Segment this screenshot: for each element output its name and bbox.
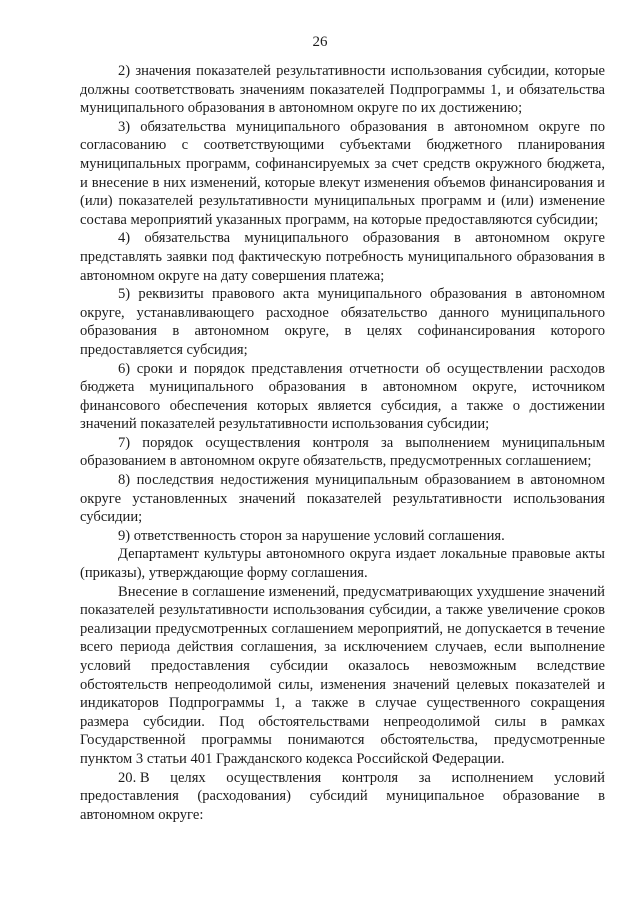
- page-number: 26: [312, 34, 328, 50]
- paragraph-item-3: 3) обязательства муниципального образования в автономном округе по согласованию с соответствующими субъектами бюджетного планирования муниципальных программ, софинансируемых за счет средств окружного бюджета, и внесение в них изменений, которые влекут изменения объемов финансирования и (или) показателей результативности муниципальных программ и (или) изменение состава мероприятий указанных программ, на которые предоставляются субсидии;: [80, 118, 605, 228]
- item-20-continuation: предоставления (расходования) субсидий муниципальное образование в автономном округе:: [80, 788, 605, 823]
- item-20-word: 20. В: [118, 769, 150, 786]
- item-20-first-line: [80, 769, 605, 788]
- paragraph-item-4: 4) обязательства муниципального образования в автономном округе представлять заявки под фактическую потребность муниципального образования в автономном округе на дату совершения платежа;: [80, 230, 605, 284]
- paragraph-item-8: 8) последствия недостижения муниципальным образованием в автономном округе установленных значений показателей результативности использования субсидии;: [80, 472, 605, 526]
- paragraph-department-acts: Департамент культуры автономного округа издает локальные правовые акты (приказы), утверждающие форму соглашения.: [80, 546, 605, 582]
- item-20-word: условий: [554, 769, 605, 786]
- document-body: [80, 62, 605, 824]
- paragraph-item-7: 7) порядок осуществления контроля за выполнением муниципальным образованием в автономном округе обязательств, предусмотренных соглашением;: [80, 434, 605, 470]
- item-20-word: контроля: [341, 769, 399, 786]
- paragraph-item-6: 6) сроки и порядок представления отчетности об осуществлении расходов бюджета муниципального образования в автономном округе, источником финансового обеспечения которых является субсидия, а также о достижении значений показателей результативности использования субсидии;: [80, 360, 605, 433]
- item-20-word: осуществления: [226, 769, 322, 786]
- item-20-word: исполнением: [451, 769, 534, 786]
- paragraph-amendments: Внесение в соглашение изменений, предусматривающих ухудшение значений показателей результативности использования субсидии, а также увеличение сроков реализации предусмотренных соглашением мероприятий, не допускается в течение всего периода действия соглашения, за исключением случаев, если выполнение условий предоставления субсидии оказалось невозможным вследствие обстоятельств непреодолимой силы, изменения значений целевых показателей и индикаторов Подпрограммы 1, а также в случае существенного сокращения размера субсидии. Под обстоятельствами непреодолимой силы в рамках Государственной программы понимаются обстоятельства, предусмотренные пунктом 3 статьи 401 Гражданского кодекса Российской Федерации.: [80, 583, 605, 767]
- paragraph-item-2: 2) значения показателей результативности использования субсидии, которые должны соответствовать значениям показателей Подпрограммы 1, и обязательства муниципального образования в автономном округе по их достижению;: [80, 63, 605, 117]
- paragraph-item-9: 9) ответственность сторон за нарушение условий соглашения.: [118, 527, 505, 544]
- item-20-word: за: [418, 769, 431, 786]
- item-20-word: целях: [170, 769, 206, 786]
- paragraph-item-5: 5) реквизиты правового акта муниципального образования в автономном округе, устанавливающего расходное обязательство данного муниципального образования в автономном округе, в целях софинансирования которого предоставляется субсидия;: [80, 286, 605, 358]
- paragraph-item-20: [80, 769, 605, 825]
